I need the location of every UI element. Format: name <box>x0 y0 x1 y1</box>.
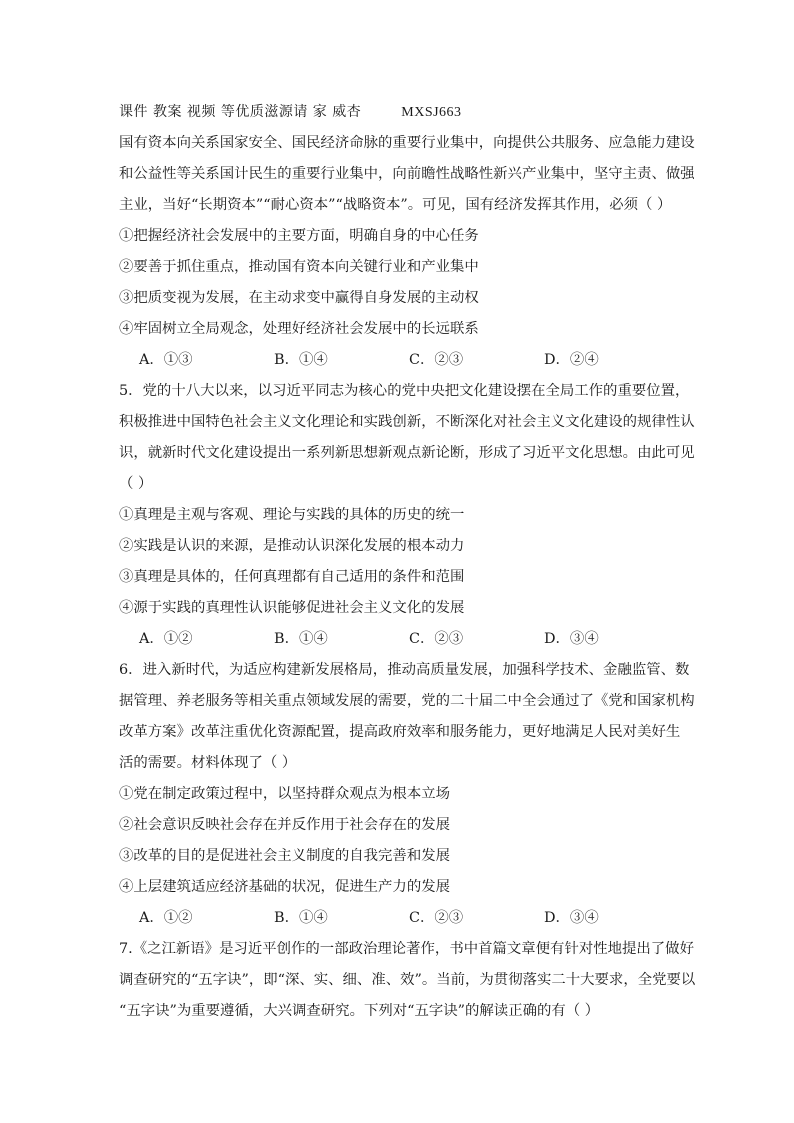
option-c: C．②③ <box>409 352 464 368</box>
statement-item: ②要善于抓住重点，推动国有资本向关键行业和产业集中 <box>119 259 479 275</box>
answer-options <box>119 624 679 655</box>
question-stem-line: 6．进入新时代，为适应构建新发展格局，推动高质量发展，加强科学技术、金融监管、数 <box>119 662 690 678</box>
question-stem-line: 识，就新时代文化建设提出一系列新思想新观点新论断，形成了习近平文化思想。由此可见 <box>119 445 695 461</box>
statement-item: ①真理是主观与客观、理论与实践的具体的历史的统一 <box>119 507 465 523</box>
question-stem-line: “五字诀”为重要遵循，大兴调查研究。下列对“五字诀”的解读正确的有（ ） <box>119 1003 600 1019</box>
question-stem-line: 5．党的十八大以来，以习近平同志为核心的党中央把文化建设摆在全局工作的重要位置， <box>119 383 690 399</box>
statement-item: ①把握经济社会发展中的主要方面，明确自身的中心任务 <box>119 228 479 244</box>
question-stem-line: 调查研究的“五字诀”，即“深、实、细、准、效”。当前，为贯彻落实二十大要求，全党要以 <box>119 972 696 988</box>
question-stem-line: 和公益性等关系国计民生的重要行业集中，向前瞻性战略性新兴产业集中，坚守主责、做强 <box>119 166 695 182</box>
header-code: MXSJ663 <box>401 105 462 120</box>
statement-item: ③把质变视为发展，在主动求变中赢得自身发展的主动权 <box>119 290 479 306</box>
option-b: B．①④ <box>274 352 328 368</box>
question-4 <box>119 128 695 376</box>
option-c: C．②③ <box>409 631 464 647</box>
option-a: A．①② <box>139 631 193 647</box>
option-d: D．③④ <box>544 631 599 647</box>
question-7 <box>119 934 696 1027</box>
statement-item: ②社会意识反映社会存在并反作用于社会存在的发展 <box>119 817 450 833</box>
answer-options <box>119 345 679 376</box>
statement-item: ③真理是具体的，任何真理都有自己适用的条件和范围 <box>119 569 465 585</box>
option-d: D．②④ <box>544 352 599 368</box>
questions <box>119 128 696 1027</box>
option-b: B．①④ <box>274 631 328 647</box>
question-stem-line: 活的需要。材料体现了（ ） <box>119 755 297 771</box>
question-6 <box>119 655 695 934</box>
question-5 <box>119 376 695 655</box>
page-header <box>119 101 462 121</box>
option-c: C．②③ <box>409 910 464 926</box>
question-stem-line: 积极推进中国特色社会主义文化理论和实践创新，不断深化对社会主义文化建设的规律性认 <box>119 414 695 430</box>
statement-item: ②实践是认识的来源，是推动认识深化发展的根本动力 <box>119 538 465 554</box>
question-stem-line: （ ） <box>119 476 153 492</box>
statement-item: ③改革的目的是促进社会主义制度的自我完善和发展 <box>119 848 450 864</box>
statement-item: ④源于实践的真理性认识能够促进社会主义文化的发展 <box>119 600 465 616</box>
statement-item: ①党在制定政策过程中，以坚持群众观点为根本立场 <box>119 786 450 802</box>
option-a: A．①③ <box>139 352 193 368</box>
question-stem-line: 主业，当好“长期资本”“耐心资本”“战略资本”。可见，国有经济发挥其作用，必须（ ） <box>119 197 672 213</box>
statement-item: ④牢固树立全局观念，处理好经济社会发展中的长远联系 <box>119 321 479 337</box>
option-a: A．①② <box>139 910 193 926</box>
question-stem-line: 改革方案》改革注重优化资源配置，提高政府效率和服务能力，更好地满足人民对美好生 <box>119 724 681 740</box>
option-d: D．③④ <box>544 910 599 926</box>
question-stem-line: 7.《之江新语》是习近平创作的一部政治理论著作，书中首篇文章便有针对性地提出了做好 <box>119 941 694 957</box>
header-text: 课件 教案 视频 等优质滋源请 家 威杏 <box>119 104 362 120</box>
question-stem-line: 国有资本向关系国家安全、国民经济命脉的重要行业集中，向提供公共服务、应急能力建设 <box>119 135 695 151</box>
statement-item: ④上层建筑适应经济基础的状况，促进生产力的发展 <box>119 879 450 895</box>
question-stem-line: 据管理、养老服务等相关重点领域发展的需要，党的二十届二中全会通过了《党和国家机构 <box>119 693 695 709</box>
option-b: B．①④ <box>274 910 328 926</box>
answer-options <box>119 903 679 934</box>
